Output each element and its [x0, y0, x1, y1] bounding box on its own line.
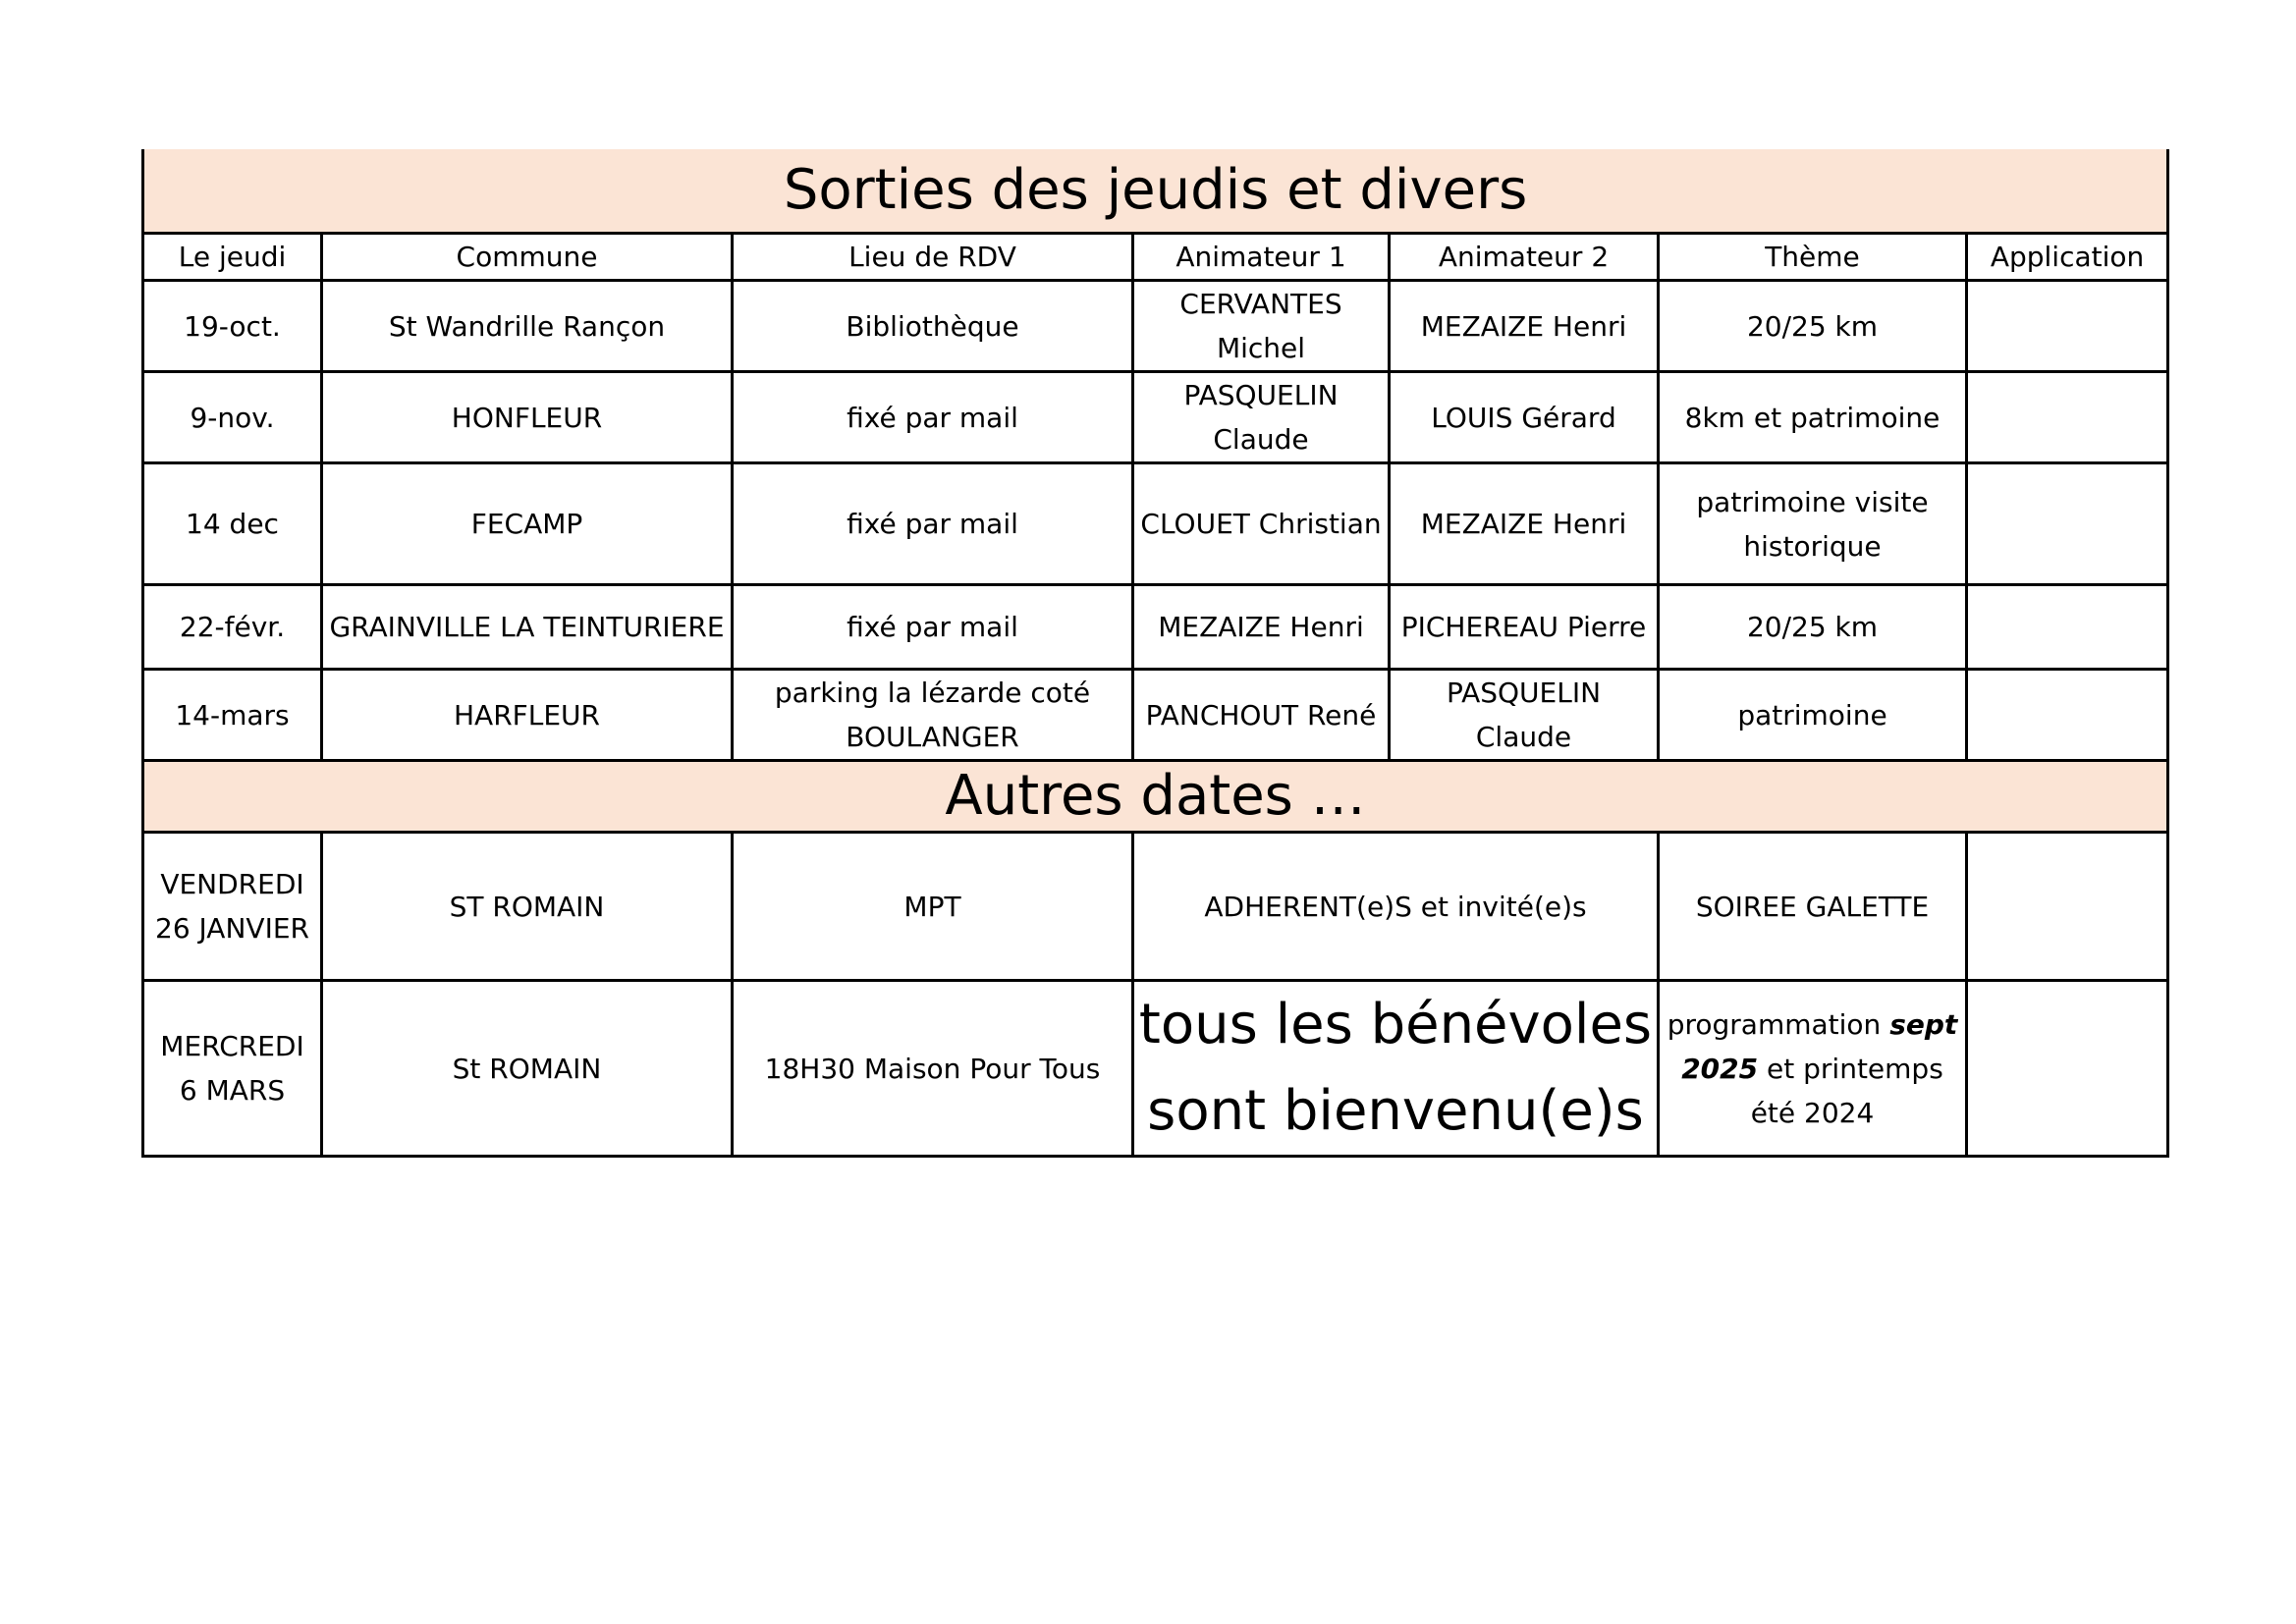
table-row	[143, 981, 2168, 1157]
table-row	[143, 670, 2168, 761]
cell-participants: tous les bénévoles sont bienvenu(e)s	[1133, 981, 1659, 1157]
cell-commune: St ROMAIN	[322, 981, 733, 1157]
cell-date: 9-nov.	[143, 372, 322, 463]
cell-date: 22-févr.	[143, 585, 322, 670]
cell-animateur-2: MEZAIZE Henri	[1390, 281, 1659, 372]
theme-text-bold: sept 2025	[1681, 1007, 1958, 1085]
cell-application	[1967, 670, 2168, 761]
cell-lieu: fixé par mail	[733, 463, 1133, 585]
cell-lieu: 18H30 Maison Pour Tous	[733, 981, 1133, 1157]
cell-lieu: fixé par mail	[733, 585, 1133, 670]
cell-animateur-1: PASQUELIN Claude	[1133, 372, 1390, 463]
cell-theme: SOIREE GALETTE	[1659, 833, 1967, 981]
cell-application	[1967, 833, 2168, 981]
table-row	[143, 463, 2168, 585]
cell-theme	[1659, 981, 1967, 1157]
cell-animateur-2: LOUIS Gérard	[1390, 372, 1659, 463]
cell-commune: ST ROMAIN	[322, 833, 733, 981]
header-application: Application	[1967, 234, 2168, 281]
cell-date: 19-oct.	[143, 281, 322, 372]
cell-animateur-1: MEZAIZE Henri	[1133, 585, 1390, 670]
cell-theme: patrimoine visite historique	[1659, 463, 1967, 585]
cell-application	[1967, 981, 2168, 1157]
cell-commune: GRAINVILLE LA TEINTURIERE	[322, 585, 733, 670]
header-lieu: Lieu de RDV	[733, 234, 1133, 281]
cell-date: MERCREDI 6 MARS	[143, 981, 322, 1157]
cell-lieu: parking la lézarde coté BOULANGER	[733, 670, 1133, 761]
cell-commune: HONFLEUR	[322, 372, 733, 463]
cell-date: VENDREDI 26 JANVIER	[143, 833, 322, 981]
title-row	[143, 149, 2168, 234]
cell-application	[1967, 281, 2168, 372]
header-commune: Commune	[322, 234, 733, 281]
cell-lieu: MPT	[733, 833, 1133, 981]
header-date: Le jeudi	[143, 234, 322, 281]
cell-animateur-2: PASQUELIN Claude	[1390, 670, 1659, 761]
cell-theme: patrimoine	[1659, 670, 1967, 761]
cell-date: 14 dec	[143, 463, 322, 585]
table-row	[143, 372, 2168, 463]
cell-application	[1967, 463, 2168, 585]
cell-commune: FECAMP	[322, 463, 733, 585]
cell-commune: St Wandrille Rançon	[322, 281, 733, 372]
other-dates-title: Autres dates …	[143, 761, 2168, 833]
cell-animateur-1: CERVANTES Michel	[1133, 281, 1390, 372]
page-title: Sorties des jeudis et divers	[143, 149, 2168, 234]
header-animateur-1: Animateur 1	[1133, 234, 1390, 281]
header-animateur-2: Animateur 2	[1390, 234, 1659, 281]
cell-participants: ADHERENT(e)S et invité(e)s	[1133, 833, 1659, 981]
cell-application	[1967, 372, 2168, 463]
other-dates-row	[143, 761, 2168, 833]
table-row	[143, 585, 2168, 670]
cell-animateur-2: PICHEREAU Pierre	[1390, 585, 1659, 670]
cell-animateur-1: PANCHOUT René	[1133, 670, 1390, 761]
header-theme: Thème	[1659, 234, 1967, 281]
cell-lieu: fixé par mail	[733, 372, 1133, 463]
cell-commune: HARFLEUR	[322, 670, 733, 761]
cell-animateur-2: MEZAIZE Henri	[1390, 463, 1659, 585]
cell-application	[1967, 585, 2168, 670]
header-row	[143, 234, 2168, 281]
cell-theme: 8km et patrimoine	[1659, 372, 1967, 463]
table-row	[143, 833, 2168, 981]
schedule-table	[141, 149, 2169, 1158]
cell-theme: 20/25 km	[1659, 281, 1967, 372]
cell-animateur-1: CLOUET Christian	[1133, 463, 1390, 585]
theme-text-start: programmation	[1667, 1007, 1890, 1041]
cell-date: 14-mars	[143, 670, 322, 761]
cell-lieu: Bibliothèque	[733, 281, 1133, 372]
table-row	[143, 281, 2168, 372]
cell-theme: 20/25 km	[1659, 585, 1967, 670]
theme-text-end: et printemps été 2024	[1750, 1052, 1943, 1129]
